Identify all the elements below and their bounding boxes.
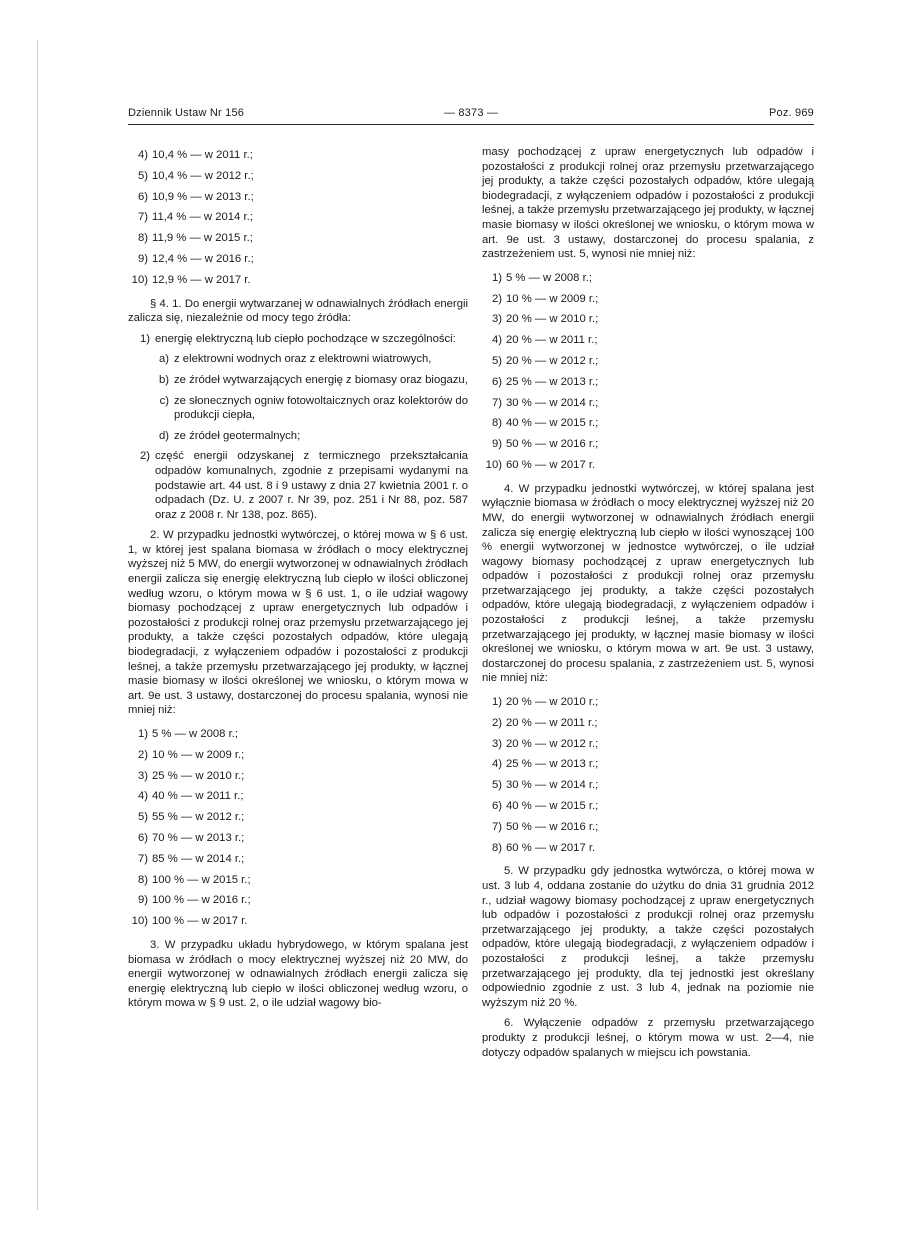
- list-item: 3) 25 % — w 2010 r.;: [137, 769, 245, 782]
- list-item: 8) 11,9 % — w 2015 r.;: [137, 232, 253, 245]
- list-item: d) ze źródeł geotermalnych;: [158, 429, 301, 442]
- list-item: 8) 100 % — w 2015 r.;: [137, 873, 251, 886]
- page-header: [128, 107, 814, 123]
- list-item: 6) 70 % — w 2013 r.;: [137, 832, 245, 844]
- page-number: — 8373 —: [443, 107, 499, 119]
- list-item: 4) 40 % — w 2011 r.;: [137, 790, 244, 803]
- list-3: [482, 268, 814, 476]
- header-rule: [128, 124, 814, 125]
- list-item: 1) 20 % — w 2010 r.;: [491, 696, 599, 709]
- list-item: 10) 12,9 % — w 2017 r.: [131, 273, 251, 286]
- list-item: 3) 20 % — w 2010 r.;: [491, 313, 599, 326]
- paragraph-6: 6. Wyłączenie odpadów z przemysłu przetwarzającego produkty z produkcji leśnej, o którym mowa w ust. 2—4, nie dotyczy odpadów spalanych w miejscu ich powstania.: [482, 1017, 814, 1059]
- list-item: 6) 40 % — w 2015 r.;: [491, 800, 599, 813]
- list-item: 5) 10,4 % — w 2012 r.;: [137, 169, 254, 182]
- list-item: 5) 20 % — w 2012 r.;: [491, 354, 599, 367]
- list-item: 1) energię elektryczną lub ciepło pochodzące w szczególności:: [139, 332, 456, 345]
- paragraph-3: 3. W przypadku układu hybrydowego, w którym spalana jest biomasa w źródłach o mocy elektrycznej wyższej niż 20 MW, do energii wytworzonej w odnawialnych źródłach energii zalicza się energię elektryczną lub ciepło w ilości obliczonej według wzoru, o którym mowa w § 9 ust. 2, o ile udział wagowy bio-: [128, 938, 468, 1010]
- scan-edge-line: [37, 40, 38, 1210]
- list-item: 9) 12,4 % — w 2016 r.;: [137, 252, 254, 265]
- list-4: [482, 692, 814, 858]
- list-item: 4) 20 % — w 2011 r.;: [491, 334, 598, 347]
- list-item: c) ze słonecznych ogniw fotowoltaicznych oraz kolektorów do produkcji ciepła,: [159, 394, 468, 422]
- list-item: 2) 10 % — w 2009 r.;: [491, 292, 599, 305]
- list-item: 8) 60 % — w 2017 r.: [491, 841, 596, 854]
- list-item: 5) 55 % — w 2012 r.;: [137, 811, 245, 824]
- paragraph-5: 5. W przypadku gdy jednostka wytwórcza, o której mowa w ust. 3 lub 4, oddana zostanie do użytku do dnia 31 grudnia 2012 r., udział wagowy biomasy pochodzącej z upraw energetycznych lub odpadów i pozostałości z produkcji rolnej oraz przemysłu przetwarzającego jej produkty, a także części pozostałych odpadów, które ulegają biodegradacji, z wyłączeniem odpadów i pozostałości z produkcji leśnej, a także przemysłu przetwarzającego jej produkty, dla tej jednostki jest określany odpowiednio zgodnie z ust. 3 lub 4, jednak na poziomie nie wyższym niż 20 %.: [482, 865, 814, 1009]
- list-item: 7) 85 % — w 2014 r.;: [137, 852, 245, 865]
- paragraph-4: 4. W przypadku jednostki wytwórczej, w której spalana jest wyłącznie biomasa w źródłach o mocy elektrycznej wyższej niż 20 MW, do energii wytworzonej w odnawialnych źródłach energii zalicza się energię elektryczną lub ciepło w ilości wynoszącej 100 % energii wytworzonej w jednostce wytwórczej, o ile udział wagowy biomasy pochodzącej z upraw energetycznych lub odpadów i pozostałości z produkcji rolnej oraz przemysłu przetwarzającego jej produkty, a także części pozostałych odpadów, które ulegają biodegradacji, z wyłączeniem odpadów i pozostałości z produkcji leśnej, a także przemysłu przetwarzającego jej produkty, w łącznej masie biomasy w ilości określonej we wniosku, o którym mowa w art. 9e ust. 3 ustawy, dostarczonej do procesu spalania, z zastrzeżeniem ust. 5, wynosi nie mniej niż:: [482, 482, 814, 685]
- section4-intro: § 4. 1. Do energii wytwarzanej w odnawialnych źródłach energii zalicza się, niezależnie od mocy tego źródła:: [128, 297, 468, 325]
- journal-title: Dziennik Ustaw Nr 156: [128, 107, 245, 119]
- list-top: [128, 145, 468, 291]
- list-item: 4) 10,4 % — w 2011 r.;: [137, 149, 253, 161]
- right-column: [482, 145, 814, 1066]
- list-2: [128, 724, 468, 932]
- list-item: 7) 30 % — w 2014 r.;: [491, 396, 599, 409]
- list-item: 10) 60 % — w 2017 r.: [485, 458, 596, 471]
- list-item: 8) 40 % — w 2015 r.;: [491, 417, 599, 430]
- list-item: a) z elektrowni wodnych oraz z elektrowni wiatrowych,: [158, 353, 432, 366]
- list-item: 6) 25 % — w 2013 r.;: [491, 375, 599, 388]
- list-item: 5) 30 % — w 2014 r.;: [491, 779, 599, 792]
- list-item: 9) 50 % — w 2016 r.;: [491, 438, 599, 451]
- paragraph-3-continued: masy pochodzącej z upraw energetycznych lub odpadów i pozostałości z produkcji rolnej oraz przemysłu przetwarzającego jej produkty, a także części pozostałych odpadów, które ulegają biodegradacji, z wyłączeniem odpadów i pozostałości z produkcji leśnej, a także przemysłu przetwarzającego jej produkty, w łącznej masie biomasy w ilości określonej we wniosku, o którym mowa w art. 9e ust. 3 ustawy, dostarczonej do procesu spalania, z zastrzeżeniem ust. 5, wynosi nie mniej niż:: [482, 146, 814, 261]
- paragraph-2: 2. W przypadku jednostki wytwórczej, o której mowa w § 6 ust. 1, w której jest spalana biomasa w źródłach o mocy elektrycznej wyższej niż 5 MW, do energii wytworzonej w odnawialnych źródłach energii zalicza się energię elektryczną lub ciepło w ilości obliczonej według wzoru, o którym mowa w § 6 ust. 1, o ile udział wagowy biomasy pochodzącej z upraw energetycznych lub odpadów i pozostałości z produkcji rolnej oraz przemysłu przetwarzającego jej produkty, a także części pozostałych odpadów, które ulegają biodegradacji, z wyłączeniem odpadów i pozostałości z produkcji leśnej, a także przemysłu przetwarzającego jej produkty, w łącznej masie biomasy w ilości określonej we wniosku, o którym mowa w art. 9e ust. 3 ustawy, dostarczonej do procesu spalania, wynosi nie mniej niż:: [128, 529, 468, 717]
- list-item: 7) 50 % — w 2016 r.;: [491, 820, 599, 833]
- list-item: 4) 25 % — w 2013 r.;: [491, 758, 599, 771]
- list-item: 3) 20 % — w 2012 r.;: [491, 737, 599, 750]
- list-item: 1) 5 % — w 2008 r.;: [491, 271, 593, 284]
- list-item: b) ze źródeł wytwarzających energię z biomasy oraz biogazu,: [158, 373, 468, 386]
- list-item: 6) 10,9 % — w 2013 r.;: [137, 190, 254, 203]
- list-item: 2) część energii odzyskanej z termicznego przekształcania odpadów komunalnych, zgodnie z przepisami wydanymi na podstawie art. 44 ust. 8 i 9 ustawy z dnia 27 kwietnia 2001 r. o odpadach (Dz. U. z 2007 r. Nr 39, poz. 251 i Nr 88, poz. 587 oraz z 2008 r. Nr 138, poz. 865).: [139, 450, 468, 521]
- list-item: 2) 10 % — w 2009 r.;: [137, 748, 245, 761]
- list-item: 1) 5 % — w 2008 r.;: [137, 728, 239, 741]
- left-column: [128, 145, 468, 1017]
- list-item: 9) 100 % — w 2016 r.;: [137, 894, 251, 907]
- position-number: Poz. 969: [768, 107, 814, 119]
- list-item: 10) 100 % — w 2017 r.: [131, 915, 248, 928]
- list-item: 2) 20 % — w 2011 r.;: [491, 716, 598, 729]
- list-item: 7) 11,4 % — w 2014 r.;: [137, 211, 253, 224]
